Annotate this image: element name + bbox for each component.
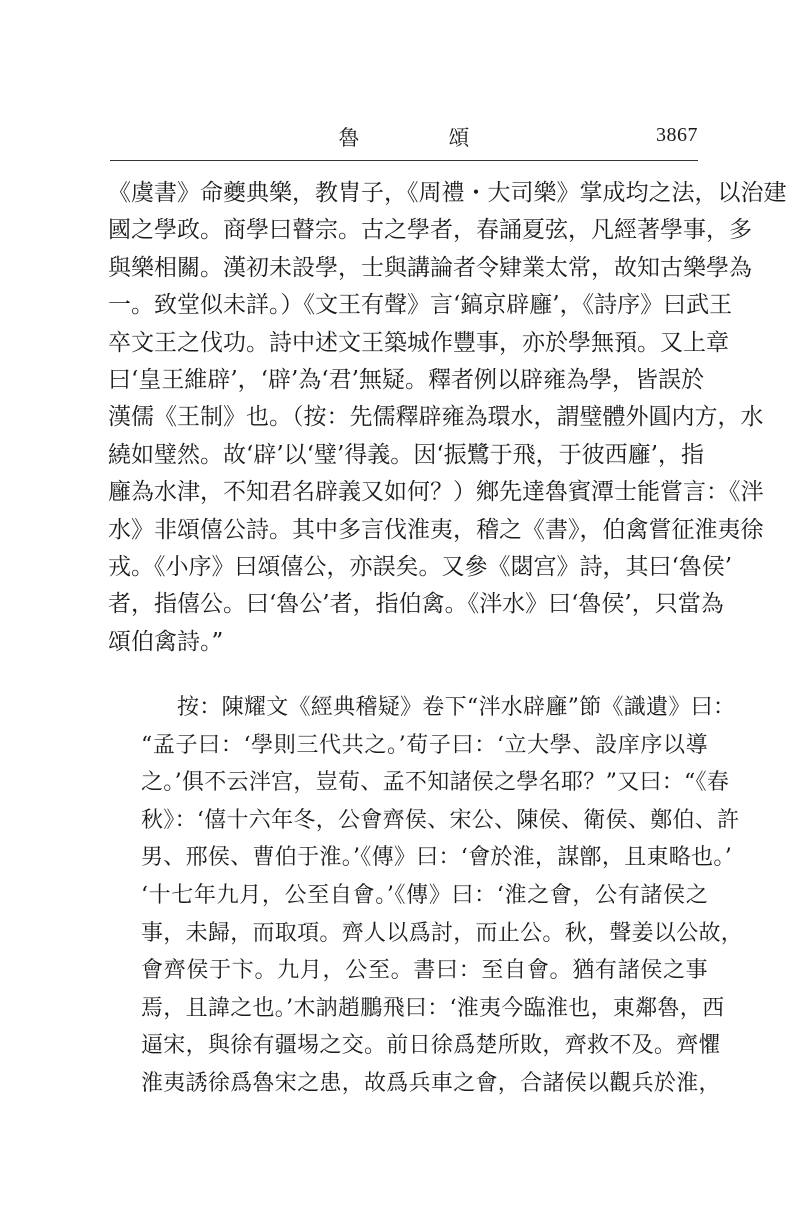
annotation-line: 逼宋，與徐有疆埸之交。前日徐爲楚所敗，齊救不及。齊懼 [141, 1033, 721, 1059]
text-line: 廱為水津，不知君名辟義又如何？）鄉先達魯賓潭士能嘗言：《泮 [108, 479, 764, 506]
text-line: 漢儒《王制》也。（按：先儒釋辟雍為環水，謂璧體外圓内方，水 [108, 404, 764, 431]
annotation-line: 秋》：‘僖十六年冬，公會齊侯、宋公、陳侯、衛侯、鄭伯、許 [141, 807, 740, 833]
text-line: 與樂相關。漢初未設學，士與講論者令肄業太常，故知古樂學為 [108, 254, 752, 281]
page-header [110, 122, 698, 162]
annotation-line: 按：陳耀文《經典稽疑》卷下“泮水辟廱”節《識遺》曰： [177, 695, 736, 720]
text-line: 頌伯禽詩。” [108, 628, 224, 655]
annotation-block [141, 689, 744, 1103]
text-line: 《虞書》命夔典樂，教胄子，《周禮・大司樂》掌成均之法，以治建 [108, 180, 787, 206]
annotation-line: 之。’俱不云泮宫，豈荀、孟不知諸侯之學名耶？”又曰：“《春 [141, 770, 730, 796]
annotation-line: ‘十七年九月，公至自會。’《傳》曰：‘淮之會，公有諸侯之 [141, 882, 708, 908]
page-number: 3867 [656, 124, 698, 146]
annotation-line: “孟子曰：‘學則三代共之。’荀子曰：‘立大學、設庠序以導 [141, 732, 708, 758]
text-line: 一。致堂似未詳。）《文王有聲》言‘鎬京辟廱’，《詩序》曰武王 [108, 292, 733, 319]
header-rule [110, 160, 698, 161]
annotation-line: 事，未歸，而取項。齊人以爲討，而止公。秋，聲姜以公故， [141, 920, 744, 946]
annotation-line: 焉，且諱之也。’木訥趙鵬飛曰：‘淮夷今臨淮也，東鄰魯，西 [141, 995, 725, 1021]
text-line: 水》非頌僖公詩。其中多言伐淮夷，稽之《書》，伯禽嘗征淮夷徐 [108, 516, 764, 543]
annotation-line: 男、邢侯、曹伯于淮。’《傳》曰：‘會於淮，謀鄫，且東略也。’ [141, 845, 732, 871]
annotation-line: 淮夷誘徐爲魯宋之患，故爲兵車之會，合諸侯以觀兵於淮， [141, 1070, 721, 1096]
text-line: 者，指僖公。曰‘魯公’者，指伯禽。《泮水》曰‘魯侯’，只當為 [108, 591, 724, 618]
text-line: 戎。《小序》曰頌僖公，亦誤矣。又參《閟宫》詩，其曰‘魯侯’ [108, 553, 733, 580]
running-title: 魯 頌 [338, 126, 504, 150]
text-line: 繞如璧然。故‘辟’以‘璧’得義。因‘振鷺于飛，于彼西廱’，指 [108, 441, 704, 468]
annotation-line: 會齊侯于卞。九月，公至。書曰：至自會。猶有諸侯之事 [141, 958, 708, 984]
body-text [108, 175, 787, 661]
text-line: 曰‘皇王維辟’，‘辟’為‘君’無疑。釋者例以辟雍為學，皆誤於 [108, 366, 704, 393]
text-line: 卒文王之伐功。詩中述文王築城作豐事，亦於學無預。又上章 [108, 329, 729, 356]
text-line: 國之學政。商學曰瞽宗。古之學者，春誦夏弦，凡經著學事，多 [108, 217, 752, 244]
